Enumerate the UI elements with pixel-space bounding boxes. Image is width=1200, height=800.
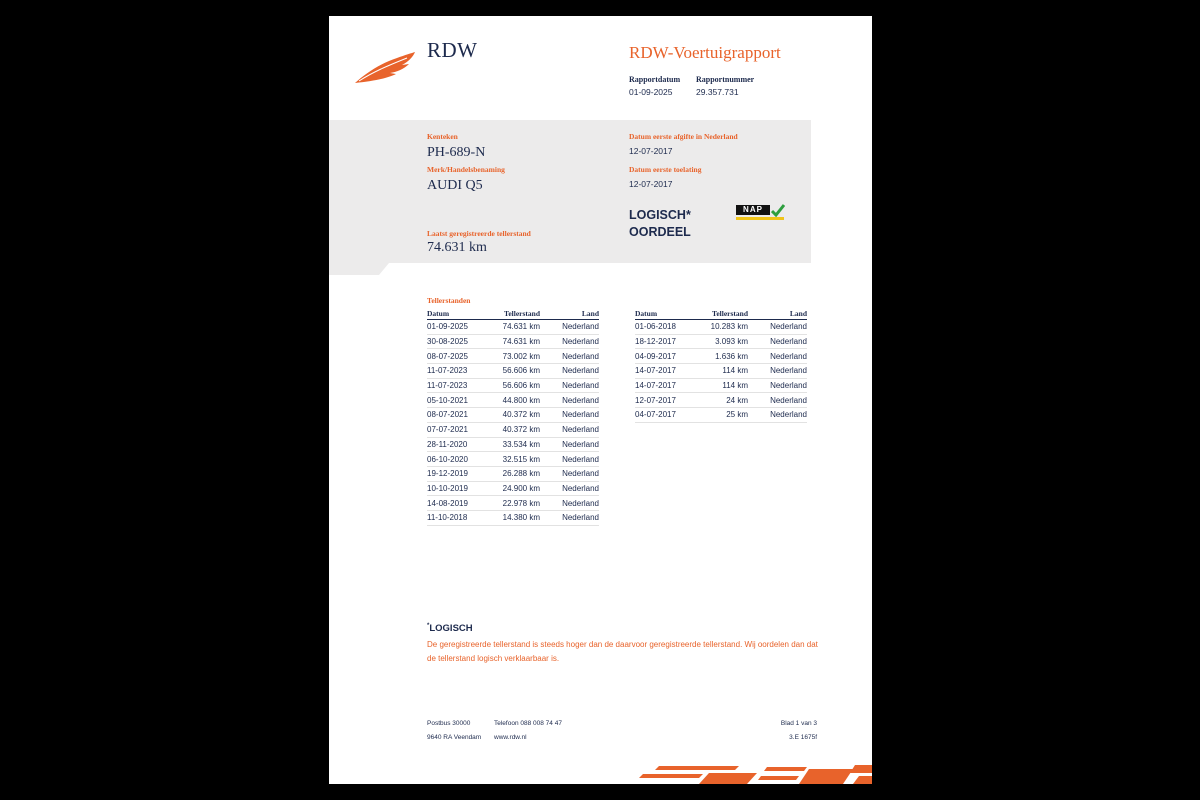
row-reading: 56.606 km	[495, 364, 540, 379]
report-page	[329, 16, 872, 784]
row-reading: 40.372 km	[495, 422, 540, 437]
col-country-header: Land	[748, 308, 807, 320]
report-date: 01-09-2025	[629, 87, 673, 97]
row-country: Nederland	[540, 481, 599, 496]
nap-check-icon	[736, 205, 786, 222]
row-reading: 40.372 km	[495, 408, 540, 423]
make-value: AUDI Q5	[427, 178, 483, 193]
row-country: Nederland	[540, 320, 599, 335]
col-reading-header: Tellerstand	[495, 308, 540, 320]
row-reading: 56.606 km	[495, 378, 540, 393]
row-reading: 1.636 km	[703, 349, 748, 364]
row-reading: 73.002 km	[495, 349, 540, 364]
table-row	[635, 364, 807, 379]
note-title	[427, 623, 473, 634]
table-row	[427, 334, 599, 349]
row-country: Nederland	[540, 393, 599, 408]
col-date-header: Datum	[635, 308, 703, 320]
col-country-header: Land	[540, 308, 599, 320]
feather-logo-icon	[353, 50, 417, 86]
first-issue-nl-value: 12-07-2017	[629, 146, 673, 156]
odometer-value: 74.631 km	[427, 240, 487, 255]
report-number: 29.357.731	[696, 87, 739, 97]
table-row	[635, 334, 807, 349]
row-country: Nederland	[748, 408, 807, 423]
row-reading: 44.800 km	[495, 393, 540, 408]
row-reading: 26.288 km	[495, 466, 540, 481]
make-label: Merk/Handelsbenaming	[427, 165, 505, 174]
row-date: 11-07-2023	[427, 364, 495, 379]
table-row	[635, 393, 807, 408]
row-reading: 74.631 km	[495, 334, 540, 349]
row-reading: 25 km	[703, 408, 748, 423]
row-reading: 3.093 km	[703, 334, 748, 349]
plate-value: PH-689-N	[427, 145, 486, 160]
odometer-section-title: Tellerstanden	[427, 296, 471, 305]
judgement-line1: LOGISCH*	[629, 208, 691, 222]
footer-website-link[interactable]: www.rdw.nl	[494, 734, 527, 741]
row-date: 30-08-2025	[427, 334, 495, 349]
speed-stripes-icon	[639, 764, 872, 784]
row-date: 08-07-2025	[427, 349, 495, 364]
first-admission-label: Datum eerste toelating	[629, 165, 702, 174]
table-row	[427, 496, 599, 511]
row-reading: 22.978 km	[495, 496, 540, 511]
check-mark-icon	[771, 204, 785, 217]
row-country: Nederland	[540, 466, 599, 481]
odometer-table-right	[635, 308, 807, 423]
row-country: Nederland	[540, 496, 599, 511]
row-country: Nederland	[748, 364, 807, 379]
row-date: 19-12-2019	[427, 466, 495, 481]
footer-phone: Telefoon 088 008 74 47	[494, 720, 562, 727]
table-row	[427, 364, 599, 379]
row-reading: 24.900 km	[495, 481, 540, 496]
row-country: Nederland	[748, 334, 807, 349]
footer-code: 3.E 1675f	[789, 734, 817, 741]
table-row	[427, 452, 599, 467]
row-date: 04-07-2017	[635, 408, 703, 423]
report-number-label: Rapportnummer	[696, 75, 755, 84]
row-country: Nederland	[540, 510, 599, 525]
note-asterisk: *	[427, 623, 430, 629]
row-date: 14-07-2017	[635, 378, 703, 393]
table-row	[427, 393, 599, 408]
report-date-label: Rapportdatum	[629, 75, 681, 84]
report-title: RDW-Voertuigrapport	[629, 43, 781, 62]
row-country: Nederland	[540, 437, 599, 452]
table-row	[427, 466, 599, 481]
row-country: Nederland	[540, 422, 599, 437]
row-reading: 10.283 km	[703, 320, 748, 335]
table-row	[635, 408, 807, 423]
row-reading: 114 km	[703, 378, 748, 393]
row-country: Nederland	[540, 334, 599, 349]
col-date-header: Datum	[427, 308, 495, 320]
logo-text: RDW	[427, 38, 478, 62]
row-date: 01-09-2025	[427, 320, 495, 335]
row-reading: 24 km	[703, 393, 748, 408]
row-reading: 32.515 km	[495, 452, 540, 467]
row-date: 08-07-2021	[427, 408, 495, 423]
row-date: 01-06-2018	[635, 320, 703, 335]
footer-address-line1: Postbus 30000	[427, 720, 471, 727]
row-date: 28-11-2020	[427, 437, 495, 452]
row-date: 07-07-2021	[427, 422, 495, 437]
table-row	[427, 349, 599, 364]
table-row	[427, 378, 599, 393]
row-country: Nederland	[748, 349, 807, 364]
plate-label: Kenteken	[427, 132, 458, 141]
nap-logo-text: NAP	[736, 205, 770, 215]
row-country: Nederland	[540, 364, 599, 379]
table-row	[427, 422, 599, 437]
table-row	[427, 437, 599, 452]
odometer-label: Laatst geregistreerde tellerstand	[427, 229, 531, 238]
row-date: 18-12-2017	[635, 334, 703, 349]
odometer-table-left	[427, 308, 599, 526]
first-admission-value: 12-07-2017	[629, 179, 673, 189]
table-row	[635, 320, 807, 335]
row-reading: 74.631 km	[495, 320, 540, 335]
row-date: 12-07-2017	[635, 393, 703, 408]
row-date: 05-10-2021	[427, 393, 495, 408]
row-date: 06-10-2020	[427, 452, 495, 467]
row-date: 11-10-2018	[427, 510, 495, 525]
row-date: 10-10-2019	[427, 481, 495, 496]
row-date: 11-07-2023	[427, 378, 495, 393]
table-row	[635, 349, 807, 364]
row-country: Nederland	[540, 408, 599, 423]
row-country: Nederland	[748, 378, 807, 393]
row-reading: 33.534 km	[495, 437, 540, 452]
footer-page-number: Blad 1 van 3	[780, 720, 817, 727]
row-country: Nederland	[748, 320, 807, 335]
row-country: Nederland	[540, 349, 599, 364]
judgement-line2: OORDEEL	[629, 225, 691, 239]
row-reading: 114 km	[703, 364, 748, 379]
table-row	[427, 320, 599, 335]
nap-bar	[736, 217, 784, 220]
table-row	[635, 378, 807, 393]
footer-address-line2: 9640 RA Veendam	[427, 734, 482, 741]
row-country: Nederland	[540, 452, 599, 467]
first-issue-nl-label: Datum eerste afgifte in Nederland	[629, 132, 738, 141]
panel-tail-shape	[329, 263, 389, 275]
row-country: Nederland	[540, 378, 599, 393]
row-reading: 14.380 km	[495, 510, 540, 525]
vehicle-info-panel	[329, 120, 811, 263]
row-date: 14-08-2019	[427, 496, 495, 511]
table-row	[427, 481, 599, 496]
row-country: Nederland	[748, 393, 807, 408]
table-row	[427, 408, 599, 423]
table-row	[427, 510, 599, 525]
row-date: 14-07-2017	[635, 364, 703, 379]
note-text: De geregistreerde tellerstand is steeds hoger dan de daarvoor geregistreerde tellerstand. Wij oordelen dan dat de tellerstand logisch verklaarbaar is.	[427, 640, 818, 663]
row-date: 04-09-2017	[635, 349, 703, 364]
col-reading-header: Tellerstand	[703, 308, 748, 320]
note-title-text: LOGISCH	[429, 623, 473, 634]
